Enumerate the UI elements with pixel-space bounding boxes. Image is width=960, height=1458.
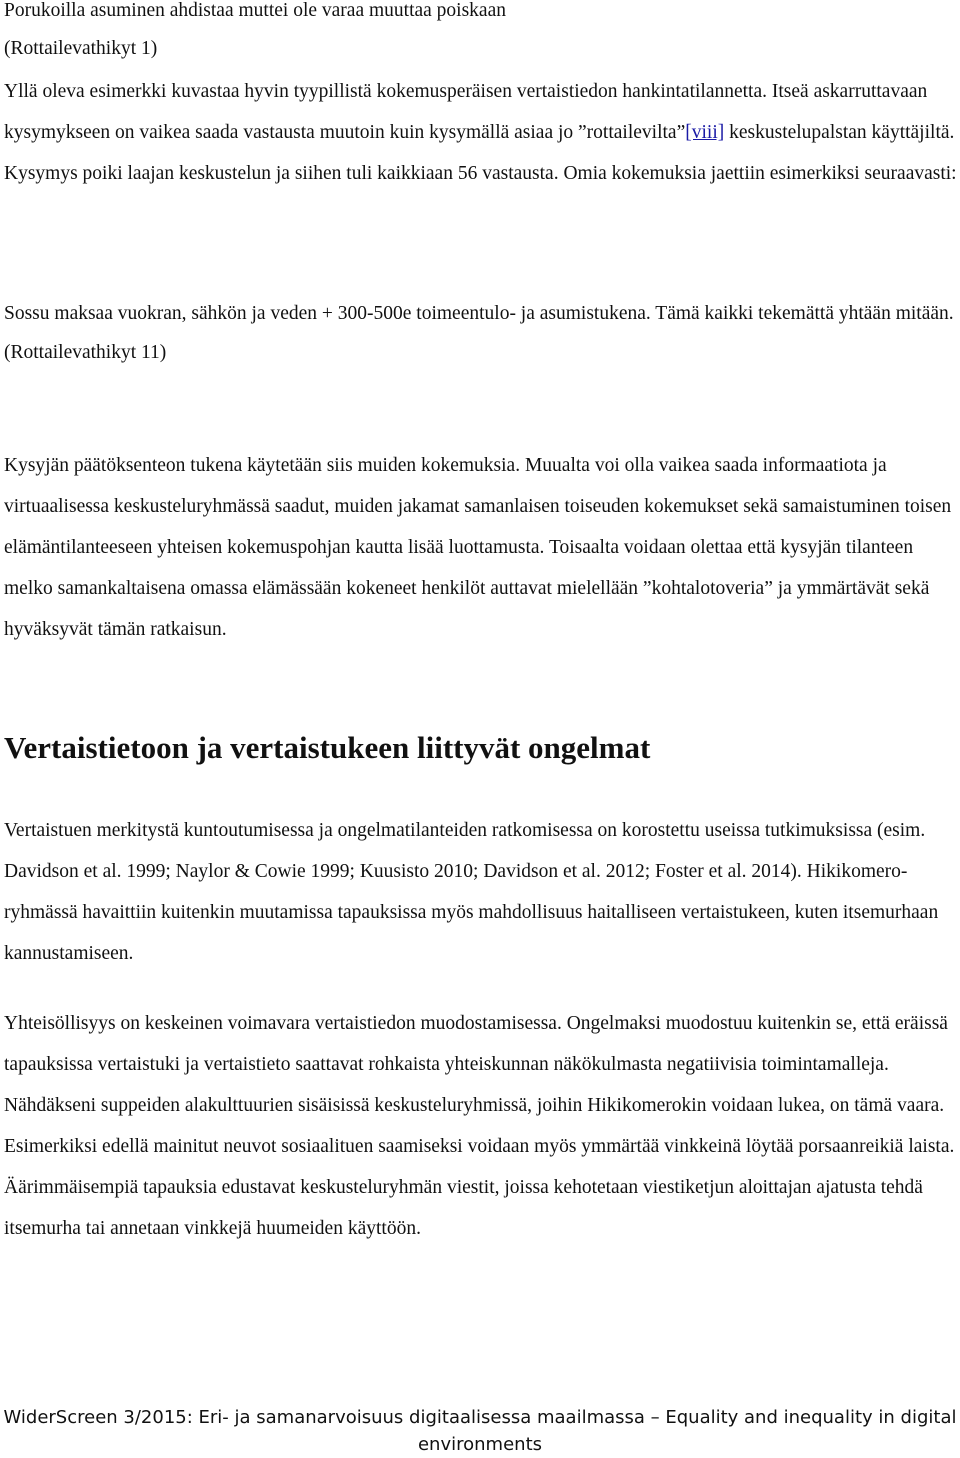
quote-block-2 [4,293,958,372]
page-footer: WiderScreen 3/2015: Eri- ja samanarvoisuus digitaalisessa maailmassa – Equality and inequality in digital environments [3,1407,957,1455]
paragraph-4: Yhteisöllisyys on keskeinen voimavara vertaistiedon muodostamisessa. Ongelmaksi muodostuu kuitenkin se, että eräissä tapauksissa vertaistuki ja vertaistieto saattavat rohkaista yhteiskunnan näkökulmasta negatiivisia toimintamalleja. Nähdäkseni suppeiden alakulttuurien sisäisissä keskusteluryhmissä, joihin Hikikomerokin voidaan lukea, on tämä vaara. Esimerkiksi edellä mainitut neuvot sosiaalituen saamiseksi voidaan myös ymmärtää vinkkeinä löytää porsaanreikiä laista. Äärimmäisempiä tapauksia edustavat keskusteluryhmän viestit, joissa kehotetaan viestiketjun aloittajan ajatusta tehdä itsemurha tai annetaan vinkkejä huumeiden käyttöön. [4,1013,955,1239]
section-heading: Vertaistietoon ja vertaistukeen liittyvät ongelmat [4,730,651,765]
paragraph-1-text-b: keskustelupalstan käyttäjiltä. Kysymys poiki laajan keskustelun ja siihen tuli kaikkiaan 56 vastausta. Omia kokemuksia jaettiin esimerkiksi seuraavasti: [4,122,957,184]
quote-block-1 [4,0,958,68]
paragraph-2: Kysyjän päätöksenteon tukena käytetään siis muiden kokemuksia. Muualta voi olla vaikea saada informaatiota ja virtuaalisessa keskusteluryhmässä saadut, muiden jakamat samanlaisen toiseuden kokemukset sekä samaistuminen toisen elämäntilanteeseen yhteisen kokemuspohjan kautta lisää luottamusta. Toisaalta voidaan olettaa että kysyjän tilanteen melko samankaltaisena omassa elämässään kokeneet henkilöt auttavat mielellään ”kohtalotoveria” ja ymmärtävät sekä hyväksyvät tämän ratkaisun. [4,455,952,640]
quote-text: Sossu maksaa vuokran, sähkön ja veden + 300-500e toimeentulo- ja asumistukena. Tämä kaikki tekemättä yhtään mitään. [4,303,954,324]
paragraph-1-text-a: Yllä oleva esimerkki kuvastaa hyvin tyypillistä kokemusperäisen vertaistiedon hankintatilannetta. Itseä askarruttavaan kysymykseen on vaikea saada vastausta muutoin kuin kysymällä asiaa jo ”rottailevilta” [4,81,928,143]
paragraph-3: Vertaistuen merkitystä kuntoutumisessa ja ongelmatilanteiden ratkomisessa on korostettu useissa tutkimuksissa (esim. Davidson et al. 1999; Naylor & Cowie 1999; Kuusisto 2010; Davidson et al. 2012; Foster et al. 2014). Hikikomero-ryhmässä havaittiin kuitenkin muutamissa tapauksissa myös mahdollisuus haitalliseen vertaistukeen, kuten itsemurhaan kannustamiseen. [4,820,939,964]
quote-source: (Rottailevathikyt 1) [4,38,158,59]
footnote-link-viii[interactable]: [viii] [685,122,725,143]
quote-source: (Rottailevathikyt 11) [4,342,167,363]
quote-text: Porukoilla asuminen ahdistaa muttei ole varaa muuttaa poiskaan [4,0,506,21]
paragraph-1 [4,71,958,194]
